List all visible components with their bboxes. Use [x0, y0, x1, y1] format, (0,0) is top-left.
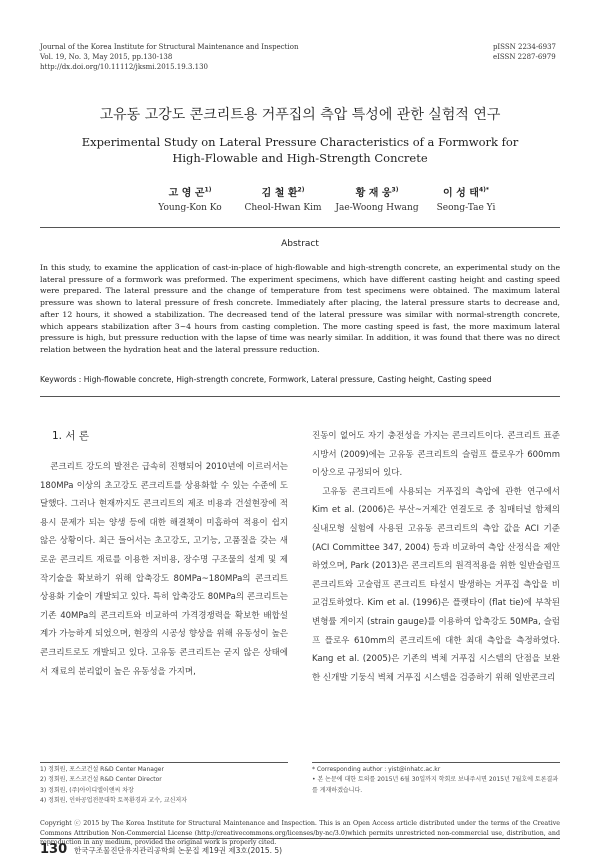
correspondence-footnotes: [312, 765, 560, 796]
author-1-affil: 1): [204, 186, 212, 194]
abstract-text: In this study, to examine the application of cast-in-place of high-flowable and high-strength concrete, an experimental study on the lateral pressure of a formwork was preformed. The experiment specimens, which have different casting height and casting speed were prepared. The lateral pressure and the change of temperature from test specimens were obtained. The maximum lateral pressure was shown to lateral pressure of fresh concrete. Immediately after placing, the lateral pressure starts to decrease and, after 12 hours, it showed a stabilization. The decreased tend of the lateral pressure was similar with normal-strength concrete, which appears stabilization after 3~4 hours from casting completion. The more casting speed is fast, the more maximum lateral pressure is high, but pressure reduction with the lapse of time was nearly similar. In addition, it was found that there was no direct relation between the hydration heat and the lateral pressure reduction.: [40, 263, 560, 354]
title-english-line1: Experimental Study on Lateral Pressure Characteristics of a Formwork for: [81, 135, 519, 149]
title-korean: 고유동 고강도 콘크리트용 거푸집의 측압 특성에 관한 실험적 연구: [99, 107, 501, 123]
author-4: [428, 184, 504, 213]
author-3: [335, 184, 419, 213]
body-paragraph: 콘크리트 강도의 발전은 급속히 진행되어 2010년에 이르러서는 180MPa 이상의 초고강도 콘크리트를 상용화할 수 있는 수준에 도달했다. 그러나 현재까지도 콘크리트의 제조 비용과 건설현장에 적용시 문제가 되는 양생 등에 대한 해결책이 미흡하여 적용이 쉽지 않은 상황이다. 최근 들어서는 초고강도, 고기능, 고품질을 갖는 새로운 콘크리트 재료를 이용한 저비용, 장수명 구조물의 설계 및 제작기술을 확보하기 위해 압축강도 80MPa~180MPa의 콘크리트 상용화 기술이 개발되고 있다. 특히 압축강도 80MPa의 콘크리트는 기존 40MPa의 콘크리트와 비교하여 가격경쟁력을 확보한 배합설계가 가능하게 되었으며, 현장의 시공성 향상을 위해 유동성이 높은 콘크리트로도 개발되고 있다. 고유동 콘크리트는 굳지 않은 상태에서 재료의 분리없이 높은 유동성을 가지며,: [40, 462, 288, 677]
abstract-top-rule: [40, 227, 560, 228]
author-3-affil: 3): [391, 186, 399, 194]
footnote-rule: [312, 762, 560, 763]
abstract-bottom-rule: [40, 396, 560, 397]
author-1: [150, 184, 230, 213]
title-english: [80, 134, 520, 166]
copyright-notice: Copyright ⓒ 2015 by The Korea Institute for Structural Maintenance and Inspection. This is an Open Access article distributed under the terms of the Creative Commons Attribution Non-Commercial License (http://creativecommons.org/licenses/by-nc/3.0)which permits unrestricted non-commercial use, distribution, and reproduction in any medium, provided the original work is properly cited.: [40, 820, 560, 847]
pissn: pISSN 2234-6937: [492, 43, 556, 51]
author-4-affil: 4)*: [478, 186, 489, 194]
author-list: [150, 184, 550, 218]
title-english-line2: High-Flowable and High-Strength Concrete: [172, 151, 428, 165]
author-3-name-en: Jae-Woong Hwang: [335, 203, 419, 213]
section-heading: 1. 서 론: [52, 430, 89, 442]
journal-name: Journal of the Korea Institute for Structural Maintenance and Inspection: [40, 43, 299, 51]
corresponding-author: * Corresponding author : yist@inhatc.ac.kr: [312, 766, 441, 773]
keywords: Keywords : High-flowable concrete, High-strength concrete, Formwork, Lateral pressure, Casting height, Casting speed: [40, 375, 492, 384]
footer-rule: [40, 838, 560, 839]
abstract-heading: Abstract: [281, 239, 319, 249]
footnote-rule: [40, 762, 288, 763]
issn-block: [493, 42, 556, 62]
body-paragraph: 고유동 콘크리트에 사용되는 거푸집의 측압에 관한 연구에서 Kim et al. (2006)은 부산~거제간 연결도로 중 침매터널 함체의 실내모형 실험에 사용된 고유동 콘크리트의 측압 값을 ACI 기준 (ACI Committee 347, 2004) 등과 비교하여 측압 산정식을 제안하였으며, Park (2013)은 콘크리트의 원격적용을 위한 일반슬럼프 콘크리트와 고슬럼프 콘크리트 타설시 발생하는 거푸집 측압을 비교검토하였다. Kim et al. (1996)은 플랫타이 (flat tie)에 부착된 변형률 게이지 (strain gauge)를 이용하여 압축강도 50MPa, 슬럼프 플로우 610mm의 콘크리트에 대한 최대 측압을 측정하였다. Kang et al. (2005)은 기존의 벽체 거푸집 시스템의 단점을 보완한 신개발 기둥식 벽체 거푸집 시스템을 검증하기 위해 일반콘크리: [312, 486, 560, 683]
journal-volume: Vol. 19, No. 3, May 2015, pp.130-138: [40, 53, 173, 61]
author-1-name-ko: 고 영 곤: [168, 188, 205, 199]
page-number: 130: [40, 842, 68, 857]
footnote: 4) 정회원, 인하공업전문대학 토목환경과 교수, 교신저자: [40, 796, 188, 804]
author-4-name-ko: 이 성 태: [442, 188, 479, 199]
author-2-affil: 2): [297, 186, 305, 194]
author-4-name-en: Seong-Tae Yi: [436, 203, 496, 213]
eissn: eISSN 2287-6979: [492, 53, 556, 61]
author-2: [242, 184, 324, 213]
author-2-name-ko: 김 철 환: [261, 188, 298, 199]
journal-header: [40, 42, 298, 72]
body-column-right: [312, 427, 560, 687]
author-footnotes: [40, 765, 288, 806]
author-3-name-ko: 황 재 웅: [355, 188, 392, 199]
author-1-name-en: Young-Kon Ko: [158, 203, 222, 213]
footnote: 1) 정회원, 포스코건설 R&D Center Manager: [40, 766, 164, 773]
footnote: 2) 정회원, 포스코건설 R&D Center Director: [40, 776, 162, 784]
body-column-left: [40, 458, 288, 681]
footnote: 3) 정회원, (주)아이디엘이앤씨 차장: [40, 786, 134, 794]
doi-link[interactable]: http://dx.doi.org/10.11112/jksmi.2015.19.3.130: [40, 63, 208, 71]
journal-footer: 한국구조물진단유지관리공학회 논문집 제19권 제3호(2015. 5): [74, 846, 283, 855]
body-paragraph: 진동이 없어도 자기 충전성을 가지는 콘크리트이다. 콘크리트 표준시방서 (2009)에는 고유동 콘크리트의 슬럼프 플로우가 600mm 이상으로 규정되어 있다.: [312, 431, 560, 479]
discussion-note: • 본 논문에 대한 토의를 2015년 6월 30일까지 학회로 보내주시면 2015년 7월호에 토론결과를 게재하겠습니다.: [312, 776, 559, 794]
author-2-name-en: Cheol-Hwan Kim: [244, 203, 322, 213]
